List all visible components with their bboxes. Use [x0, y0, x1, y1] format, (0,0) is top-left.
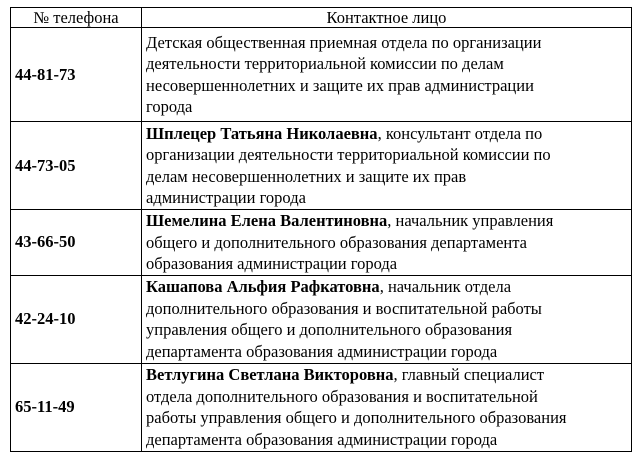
contact-text: департамента образования администрации города — [146, 429, 498, 449]
contact-line — [146, 407, 631, 429]
person-name: Шплецер Татьяна Николаевна — [146, 123, 378, 143]
table-row — [11, 122, 632, 210]
table-row — [11, 275, 632, 363]
contact-text: города — [146, 97, 193, 116]
table-row — [11, 28, 632, 122]
contact-text: отдела дополнительного образования и воспитательной — [146, 386, 538, 406]
contact-line — [146, 123, 631, 145]
contact-text: , начальник управления — [387, 211, 554, 230]
contact-line — [146, 32, 631, 54]
contact-cell — [142, 122, 632, 210]
contact-text: , начальник отдела — [379, 277, 512, 296]
contact-line — [146, 429, 631, 451]
phone-number: 44-81-73 — [11, 28, 142, 122]
contacts-table — [10, 7, 632, 452]
contact-cell — [142, 210, 632, 276]
contact-line — [146, 386, 631, 408]
phone-number: 65-11-49 — [11, 363, 142, 451]
contact-text: управления общего и дополнительного образования — [146, 320, 513, 339]
contact-line — [146, 232, 631, 254]
contact-text: образования администрации города — [146, 254, 398, 273]
contact-cell — [142, 28, 632, 122]
contact-line — [146, 144, 631, 166]
contact-line — [146, 166, 631, 188]
person-name: Шемелина Елена Валентиновна — [146, 211, 388, 230]
contact-cell — [142, 275, 632, 363]
contact-text: организации деятельности территориальной комиссии по — [146, 145, 551, 164]
table-row — [11, 363, 632, 451]
contact-line — [146, 298, 631, 320]
contact-text: Детская общественная приемная отдела по организации — [146, 32, 542, 52]
contact-text: администрации города — [146, 188, 306, 207]
table-row — [11, 210, 632, 276]
contact-text: делам несовершеннолетних и защите их прав — [146, 166, 467, 186]
contact-text: работы управления общего и дополнительного образования — [146, 408, 567, 427]
contact-line — [146, 364, 631, 386]
contact-text: несовершеннолетних и защите их прав администрации — [146, 75, 534, 95]
contact-line — [146, 319, 631, 341]
contact-text: департамента образования администрации города — [146, 341, 498, 361]
phone-number: 44-73-05 — [11, 122, 142, 210]
phone-number: 43-66-50 — [11, 210, 142, 276]
contact-column-header: Контактное лицо — [142, 8, 632, 28]
contact-text: дополнительного образования и воспитательной работы — [146, 298, 542, 318]
contact-line — [146, 187, 631, 209]
phone-column-header: № телефона — [11, 8, 142, 28]
header-row — [11, 8, 632, 28]
person-name: Ветлугина Светлана Викторовна — [146, 365, 394, 384]
contact-text: , главный специалист — [393, 365, 545, 384]
contact-text: общего и дополнительного образования департамента — [146, 232, 527, 252]
contact-line — [146, 276, 631, 298]
contact-line — [146, 341, 631, 363]
contact-text: , консультант отдела по — [377, 123, 543, 143]
person-name: Кашапова Альфия Рафкатовна — [146, 277, 380, 296]
contact-line — [146, 96, 631, 118]
phone-number: 42-24-10 — [11, 275, 142, 363]
contact-line — [146, 253, 631, 275]
contact-line — [146, 75, 631, 97]
contact-text: деятельности территориальной комиссии по делам — [146, 54, 504, 73]
contact-cell — [142, 363, 632, 451]
contact-line — [146, 53, 631, 75]
contact-line — [146, 210, 631, 232]
